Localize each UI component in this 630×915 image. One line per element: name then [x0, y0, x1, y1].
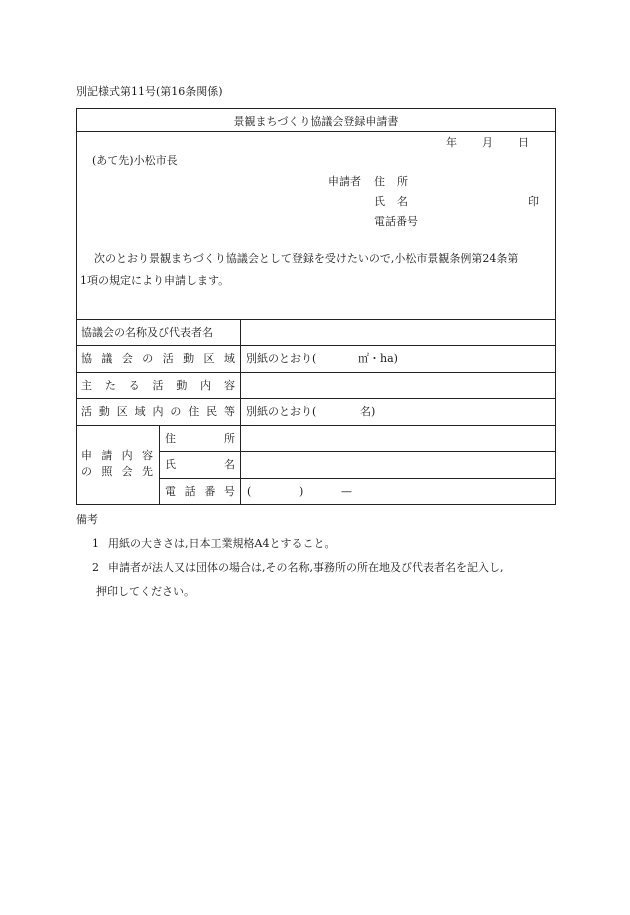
applicant-name-label [374, 196, 408, 207]
contact-label-1-char-2: 請 [101, 449, 113, 462]
main-activity-char-5: 動 [176, 379, 188, 392]
activity-area-char-6: 動 [183, 352, 195, 365]
contact-label-2-char-1: の [81, 465, 92, 478]
main-activity-field[interactable] [244, 375, 552, 395]
phone-area-open-paren: ( [247, 485, 252, 498]
main-activity-char-2: た [104, 379, 116, 392]
seal-mark: 印 [528, 195, 539, 208]
contact-name-field[interactable] [244, 454, 552, 474]
activity-area-unit: ㎡・ha) [358, 352, 398, 365]
residents-char-9: 等 [224, 405, 235, 418]
contact-name-label [165, 459, 235, 470]
phone-dash: — [341, 485, 352, 498]
activity-area-char-7: 区 [203, 352, 215, 365]
contact-address-field[interactable] [244, 428, 552, 448]
applicant-address-label [374, 176, 408, 187]
name-and-representative-field[interactable] [244, 322, 552, 342]
row-divider-5 [159, 451, 556, 452]
row-divider-1 [76, 345, 556, 346]
residents-char-5: 内 [152, 405, 164, 418]
applicant-address-char-2: 所 [397, 175, 408, 188]
residents-unit: 名) [360, 405, 376, 418]
residents-prefix: 別紙のとおり( [246, 405, 317, 418]
remarks-heading: 備考 [76, 513, 98, 526]
main-activity-label [81, 380, 235, 391]
contact-label-line-1 [81, 450, 153, 461]
contact-address-char-1: 住 [165, 432, 176, 445]
applicant-phone-label: 電話番号 [374, 215, 418, 228]
contact-name-char-2: 名 [224, 458, 235, 471]
residents-char-4: 域 [134, 405, 146, 418]
note-1-number: 1 [92, 537, 99, 550]
main-activity-char-4: 活 [152, 379, 164, 392]
row-divider-3 [76, 398, 556, 399]
residents-char-8: 民 [206, 405, 218, 418]
contact-address-label [165, 433, 235, 444]
activity-area-char-4: の [142, 352, 154, 365]
phone-area-close-paren: ) [299, 485, 304, 498]
contact-address-char-2: 所 [224, 432, 235, 445]
form-title: 景観まちづくり協議会登録申請書 [233, 115, 399, 128]
activity-area-char-5: 活 [162, 352, 174, 365]
contact-phone-label [165, 486, 235, 497]
contact-subcolumn-divider [159, 425, 160, 505]
activity-area-char-2: 議 [101, 352, 113, 365]
contact-label-1-char-3: 内 [121, 449, 133, 462]
contact-label-2-char-3: 会 [121, 465, 133, 478]
label-column-divider [240, 319, 241, 505]
contact-label-line-2 [81, 466, 153, 477]
main-activity-char-1: 主 [81, 379, 92, 392]
residents-char-2: 動 [98, 405, 110, 418]
main-activity-char-3: る [128, 379, 140, 392]
activity-area-prefix: 別紙のとおり( [246, 352, 317, 365]
contact-label-1-char-4: 容 [141, 449, 153, 462]
activity-area-label [81, 353, 235, 364]
addressee: (あて先)小松市長 [92, 154, 178, 167]
contact-phone-char-4: 号 [223, 485, 235, 498]
note-2-text-line-1: 申請者が法人又は団体の場合は,その名称,事務所の所在地及び代表者名を記入し, [108, 561, 504, 574]
residents-label [81, 406, 235, 417]
row-divider-6 [159, 478, 556, 479]
applicant-name-char-2: 名 [397, 195, 408, 208]
application-statement-line-1: 次のとおり景観まちづくり協議会として登録を受けたいので,小松市景観条例第24条第 [94, 252, 519, 265]
date-day-label: 日 [518, 136, 529, 149]
residents-char-7: 住 [188, 405, 200, 418]
main-activity-char-6: 内 [200, 379, 212, 392]
application-statement-line-2: 1項の規定により申請します。 [80, 274, 230, 287]
contact-name-char-1: 氏 [165, 458, 176, 471]
form-number: 別記様式第11号(第16条関係) [76, 85, 223, 98]
date-month-label: 月 [482, 136, 493, 149]
contact-label-2-char-2: 照 [101, 465, 113, 478]
name-and-representative-label: 協議会の名称及び代表者名 [81, 326, 213, 339]
contact-phone-char-3: 番 [204, 485, 216, 498]
contact-label-2-char-4: 先 [141, 465, 153, 478]
activity-area-char-1: 協 [81, 352, 92, 365]
row-divider-4 [76, 425, 556, 426]
contact-label-1-char-1: 申 [81, 449, 92, 462]
table-top-border [76, 319, 556, 320]
title-divider [76, 131, 556, 132]
note-1-text: 用紙の大きさは,日本工業規格A4とすること。 [108, 537, 336, 550]
date-year-label: 年 [446, 136, 457, 149]
contact-phone-char-2: 話 [184, 485, 196, 498]
main-activity-char-7: 容 [223, 379, 235, 392]
applicant-label: 申請者 [328, 175, 361, 188]
residents-char-3: 区 [116, 405, 128, 418]
row-divider-2 [76, 372, 556, 373]
applicant-name-char-1: 氏 [374, 195, 385, 208]
applicant-address-char-1: 住 [374, 175, 385, 188]
residents-char-1: 活 [81, 405, 92, 418]
note-2-number: 2 [92, 561, 99, 574]
contact-phone-char-1: 電 [165, 485, 176, 498]
residents-char-6: の [170, 405, 182, 418]
activity-area-char-8: 域 [223, 352, 235, 365]
note-2-text-line-2: 押印してください。 [96, 585, 195, 598]
activity-area-char-3: 会 [121, 352, 133, 365]
